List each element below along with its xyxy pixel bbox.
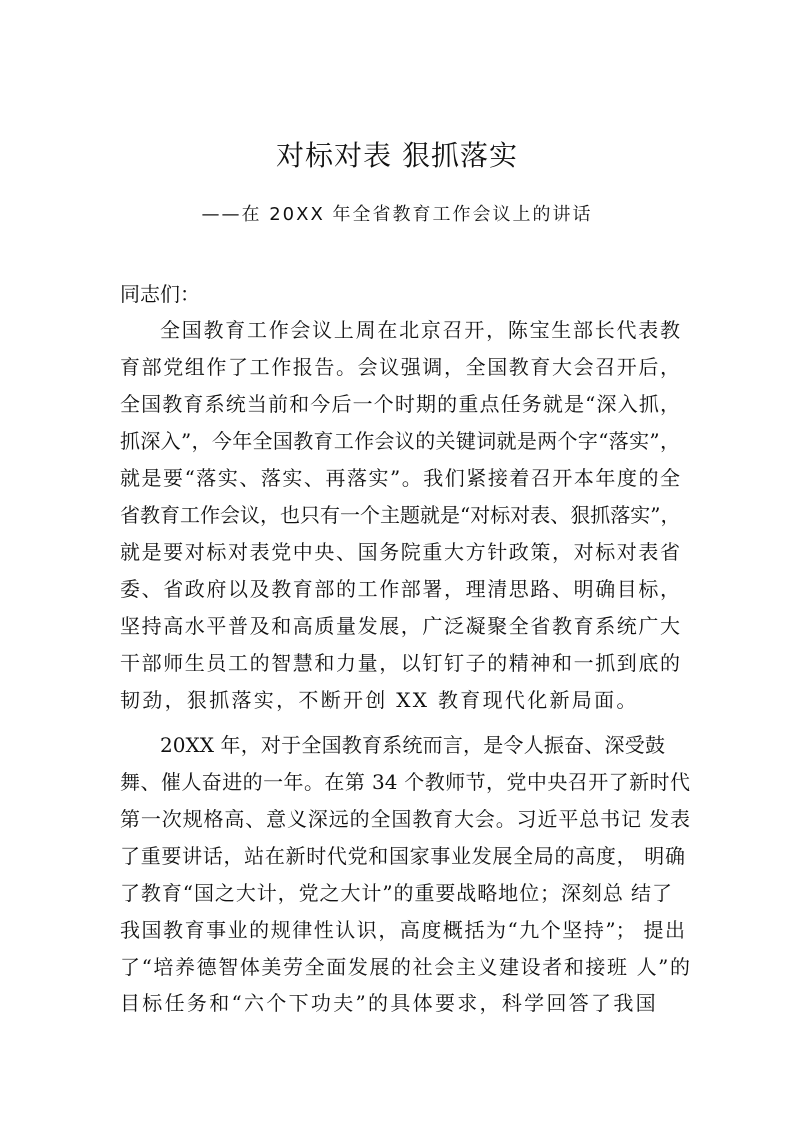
paragraph-line: 了“培养德智体美劳全面发展的社会主义建设者和接班 人”的 <box>120 955 690 979</box>
paragraph-line: 育部党组作了工作报告。会议强调，全国教育大会召开后， <box>120 355 680 379</box>
paragraph-line: 干部师生员工的智慧和力量，以钉钉子的精神和一抓到底的 <box>120 651 680 675</box>
paragraph-line: 我国教育事业的规律性认识，高度概括为“九个坚持”； 提出 <box>120 918 685 942</box>
paragraph-line: 坚持高水平普及和高质量发展，广泛凝聚全省教育系统广大 <box>120 614 680 638</box>
paragraph-line: 就是要对标对表党中央、国务院重大方针政策，对标对表省 <box>120 540 680 564</box>
paragraph-line: 就是要“落实、落实、再落实”。我们紧接着召开本年度的全 <box>120 466 680 490</box>
paragraph-line: 目标任务和“六个下功夫”的具体要求，科学回答了我国 <box>120 991 658 1015</box>
paragraph-line: 委、省政府以及教育部的工作部署，理清思路、明确目标， <box>120 577 680 601</box>
paragraph-line: 舞、催人奋进的一年。在第 34 个教师节，党中央召开了新时代 <box>120 770 690 794</box>
paragraph-line: 抓深入”，今年全国教育工作会议的关键词就是两个字“落实”， <box>120 429 680 453</box>
paragraph-line: 全国教育系统当前和今后一个时期的重点任务就是“深入抓， <box>120 392 680 416</box>
paragraph-line: 韧劲，狠抓落实，不断开创 XX 教育现代化新局面。 <box>120 688 639 712</box>
document-subtitle: ——在 20XX 年全省教育工作会议上的讲话 <box>201 204 593 225</box>
paragraph-line: 20XX 年，对于全国教育系统而言，是令人振奋、深受鼓 <box>160 733 665 757</box>
document-title: 对标对表 狠抓落实 <box>276 139 518 172</box>
paragraph-line: 全国教育工作会议上周在北京召开，陈宝生部长代表教 <box>160 318 680 342</box>
paragraph-line: 了教育“国之大计，党之大计”的重要战略地位；深刻总 结了 <box>120 881 672 905</box>
salutation: 同志们： <box>120 282 200 306</box>
paragraph-line: 省教育工作会议，也只有一个主题就是“对标对表、狠抓落实”， <box>120 503 681 527</box>
paragraph-line: 了重要讲话，站在新时代党和国家事业发展全局的高度， 明确 <box>120 844 685 868</box>
paragraph-line: 第一次规格高、意义深远的全国教育大会。习近平总书记 发表 <box>120 807 690 831</box>
